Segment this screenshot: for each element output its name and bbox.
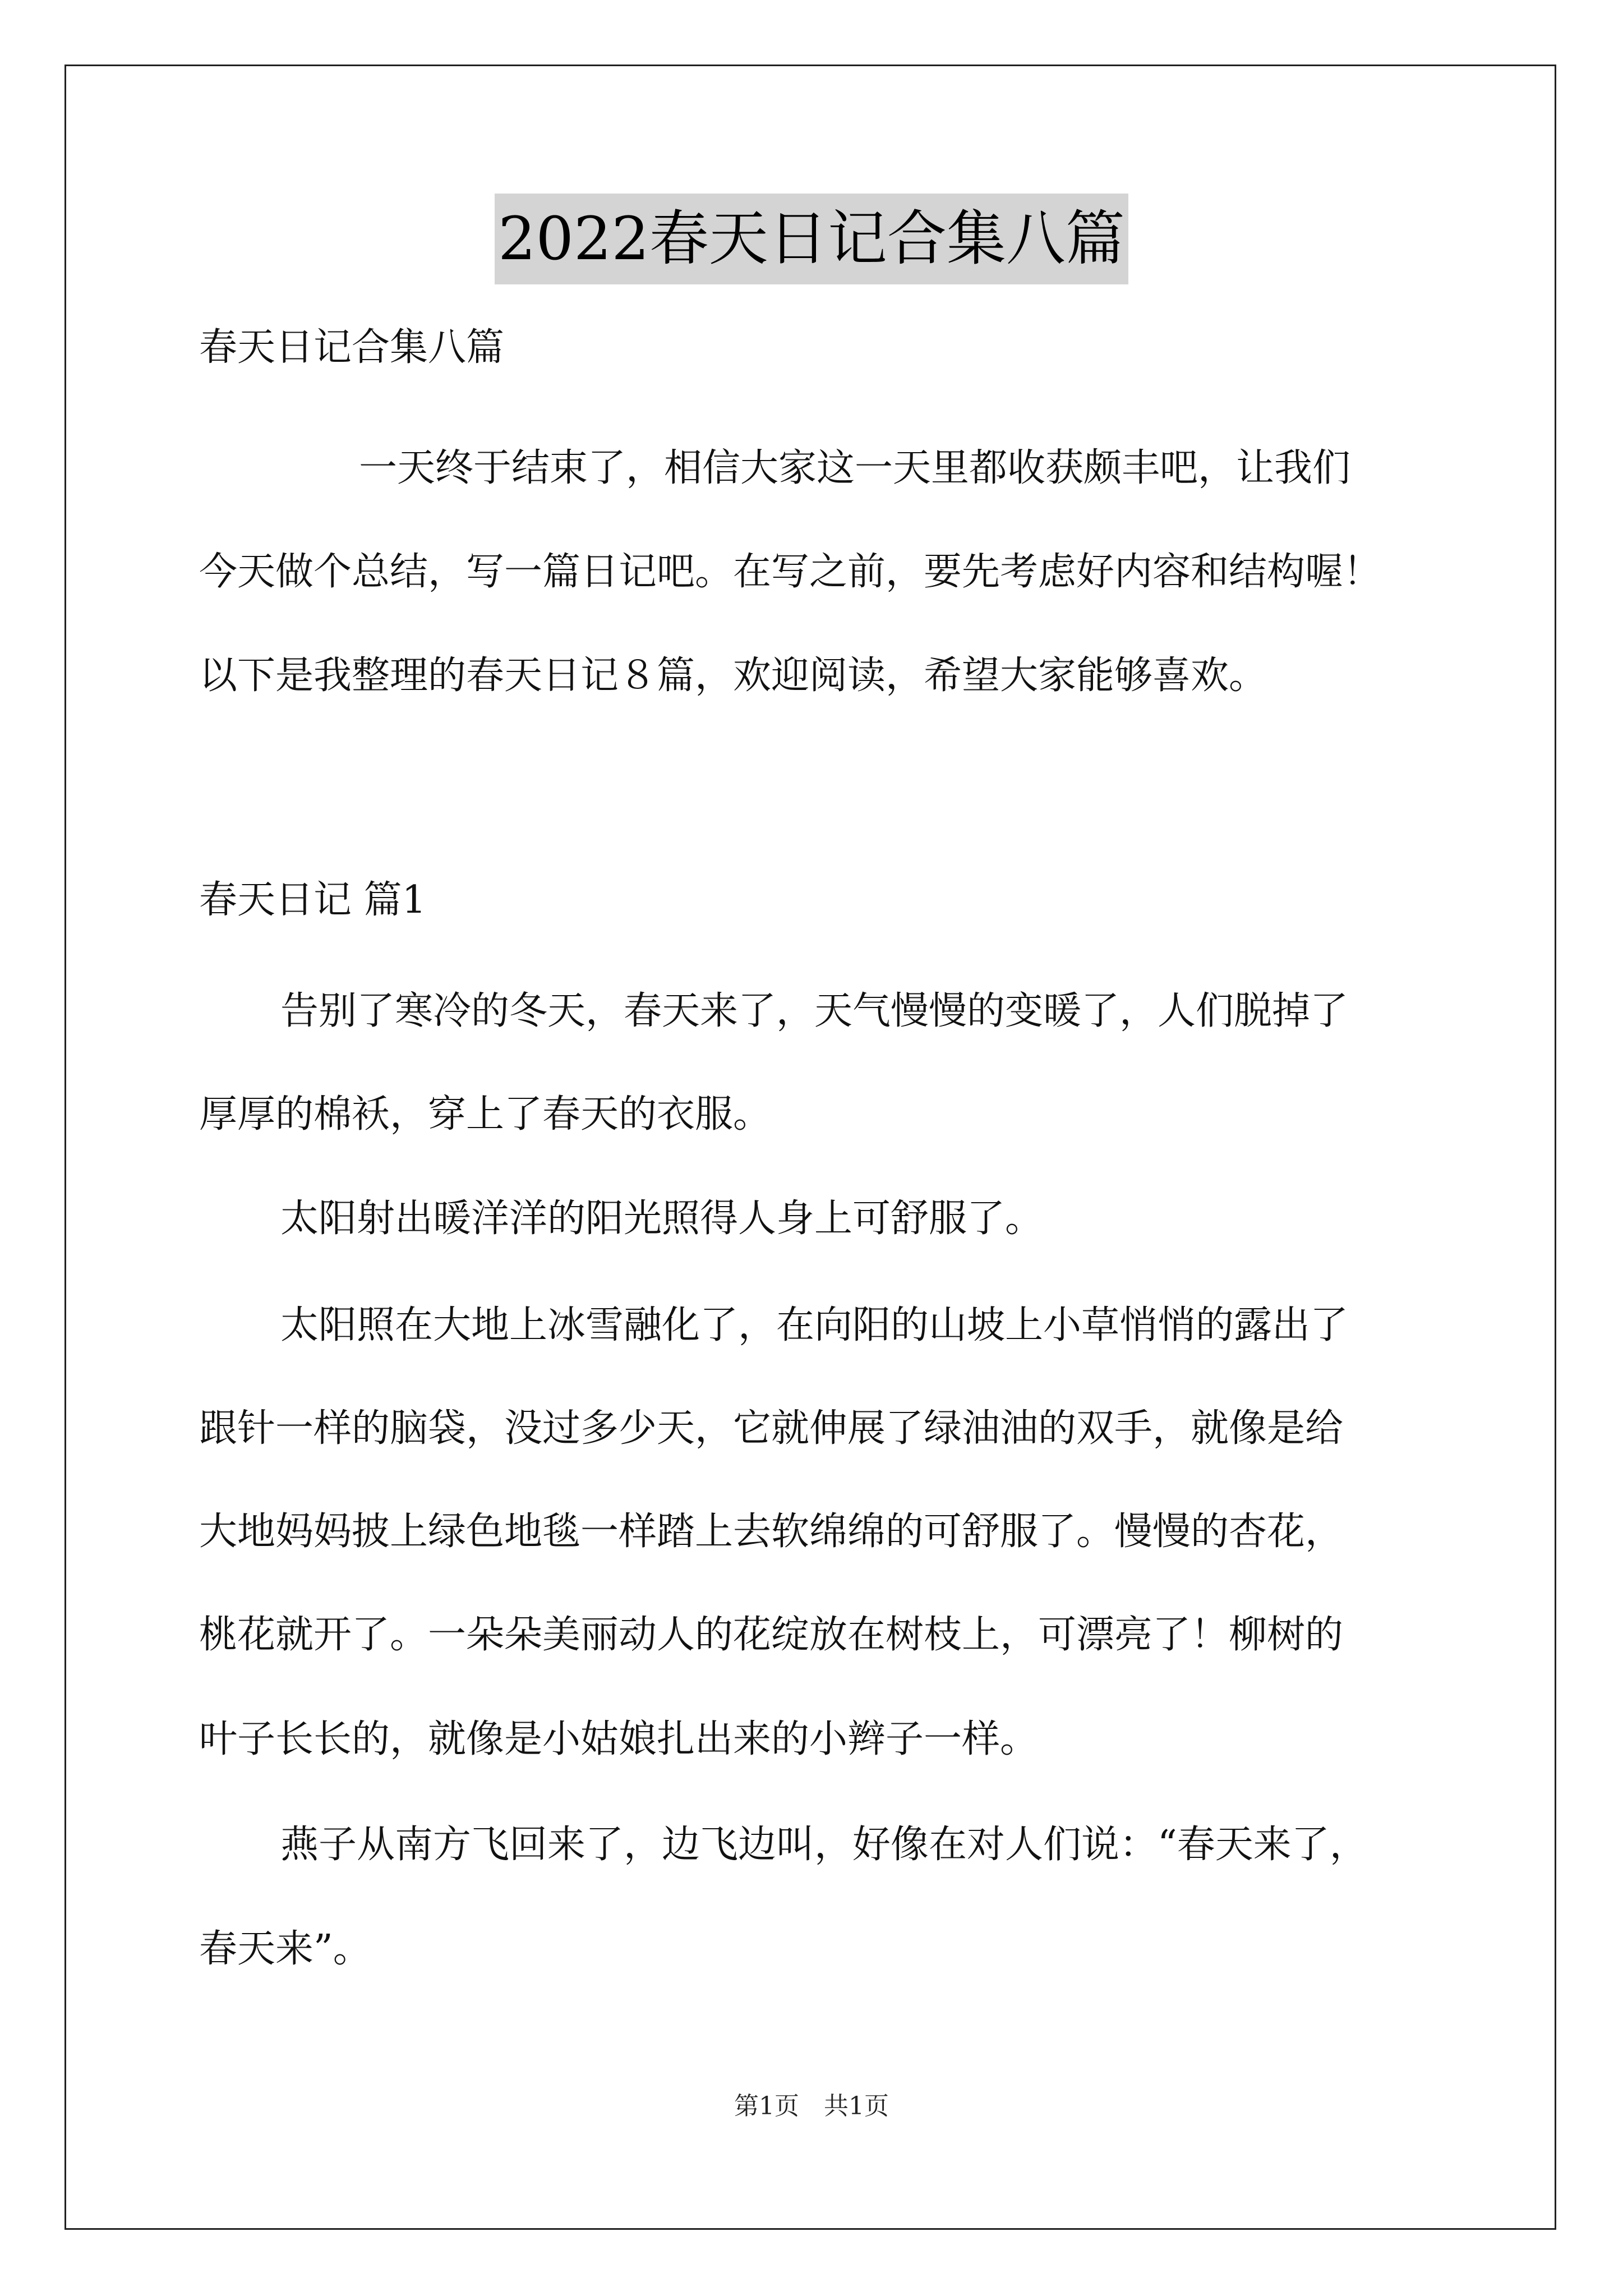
section-heading: 春天日记 篇1 <box>199 878 426 922</box>
document-subtitle: 春天日记合集八篇 <box>199 325 505 370</box>
body-line: 大地妈妈披上绿色地毯一样踏上去软绵绵的可舒服了。慢慢的杏花， <box>199 1510 1344 1554</box>
intro-line: 今天做个总结，写一篇日记吧。在写之前，要先考虑好内容和结构喔！ <box>199 550 1382 594</box>
body-line: 春天来”。 <box>199 1927 371 1971</box>
body-line: 太阳照在大地上冰雪融化了，在向阳的山坡上小草悄悄的露出了 <box>280 1303 1349 1347</box>
document-title: 2022春天日记合集八篇 <box>495 194 1128 284</box>
intro-line: 一天终于结束了，相信大家这一天里都收获颇丰吧，让我们 <box>359 446 1351 490</box>
page-frame <box>64 65 1556 2230</box>
body-line: 叶子长长的，就像是小姑娘扎出来的小辫子一样。 <box>199 1717 1039 1761</box>
body-line: 燕子从南方飞回来了，边飞边叫，好像在对人们说：“春天来了， <box>280 1823 1368 1867</box>
body-line: 告别了寒冷的冬天，春天来了，天气慢慢的变暖了，人们脱掉了 <box>280 989 1349 1033</box>
intro-line: 以下是我整理的春天日记８篇，欢迎阅读，希望大家能够喜欢。 <box>199 654 1267 698</box>
body-line: 太阳射出暖洋洋的阳光照得人身上可舒服了。 <box>280 1197 1044 1241</box>
body-line: 桃花就开了。一朵朵美丽动人的花绽放在树枝上，可漂亮了！柳树的 <box>199 1613 1344 1657</box>
page-footer: 第1页 共1页 <box>734 2092 889 2120</box>
document-title-block <box>0 194 1623 284</box>
body-line: 跟针一样的脑袋，没过多少天，它就伸展了绿油油的双手，就像是给 <box>199 1406 1344 1451</box>
body-line: 厚厚的棉袄，穿上了春天的衣服。 <box>199 1092 772 1137</box>
